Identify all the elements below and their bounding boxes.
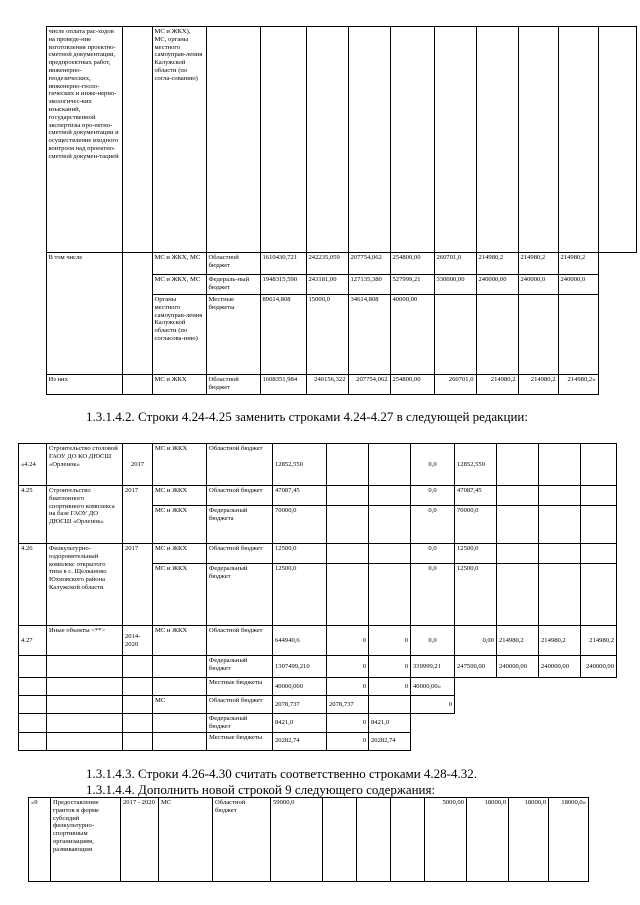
table-row <box>19 444 617 486</box>
cell-value: 127135,380 <box>348 275 390 295</box>
cell-value: 0 <box>369 656 411 678</box>
cell-value: 207754,062 <box>348 375 390 395</box>
cell-value: 214980,2 <box>476 253 518 275</box>
row-number: «4.24 <box>19 444 47 486</box>
cell-value: 0,0 <box>411 486 455 506</box>
budget-table-row-9 <box>28 797 617 882</box>
cell-value: 1608351,984 <box>260 375 306 395</box>
cell-source: Областной бюджет <box>207 486 273 506</box>
cell-exec: МС и ЖКХ, МС <box>152 253 206 275</box>
row-number: 4.26 <box>19 544 47 626</box>
row-name: Иные объекты <**> <box>47 626 123 656</box>
cell-exec: МС и ЖКХ <box>153 626 207 656</box>
cell-value: 0 <box>327 626 369 656</box>
cell-value: 644940,6 <box>273 626 327 656</box>
budget-table-objects <box>18 443 617 751</box>
row-label: В том числе <box>46 253 122 375</box>
cell-value: 214980,2» <box>558 375 598 395</box>
table-row <box>19 678 617 696</box>
cell-value: 214980,2 <box>476 375 518 395</box>
row-description: числе оплата рас-ходов на проведе-ние изготовления проектно-сметной документации, предпроектных работ, инженерно-геодезических, инженерно-геоло-гических и инже-нерно-экологичес-ких изысканий, государственной экспертизы про-ектно-сметной документации и осуществление входного контроля над проектно-сметной докумен-тацией <box>46 27 122 253</box>
cell-value: 214980,2 <box>558 253 598 275</box>
table-row <box>19 656 617 678</box>
budget-table-top <box>18 26 637 395</box>
paragraph-1-3-1-4-2: 1.3.1.4.2. Строки 4.24-4.25 заменить строками 4.24-4.27 в следующей редакции: <box>86 409 528 424</box>
cell-exec: МС и ЖКХ <box>153 506 207 544</box>
cell-exec <box>153 714 207 733</box>
cell-value: 214980,2 <box>581 626 617 656</box>
cell-value: 18000,0 <box>467 798 509 882</box>
cell-value: 240156,322 <box>306 375 348 395</box>
row-name: Предоставление грантов в форме субсидий физкультурно-спортивным организациям, развивающим <box>51 798 121 882</box>
cell-value: 0 <box>327 732 369 750</box>
cell-exec: МС и ЖКХ, МС <box>152 275 206 295</box>
cell-value: 240000,00 <box>497 656 539 678</box>
cell-value: 5000,00 <box>425 798 467 882</box>
cell-value: 240000,00 <box>581 656 617 678</box>
cell-value: 40000,00» <box>411 678 455 696</box>
cell-value: 339999,21 <box>411 656 455 678</box>
cell-value: 214980,2 <box>497 626 539 656</box>
cell-total: 12852,550 <box>273 444 327 486</box>
cell-source: Областной бюджет <box>206 375 260 395</box>
cell-exec <box>153 732 207 750</box>
cell-total: 12500,0 <box>273 564 327 626</box>
table-row <box>19 544 617 564</box>
cell-exec: МС и ЖКХ <box>153 544 207 564</box>
row-number: «9 <box>29 798 51 882</box>
cell-value: 214980,2 <box>518 375 558 395</box>
table-row <box>19 696 617 714</box>
cell-value: 330000,00 <box>434 275 476 295</box>
cell-value: 2078,737 <box>273 696 327 714</box>
cell-value: 2078,737 <box>327 696 369 714</box>
cell-total: 59000,0 <box>271 798 323 882</box>
cell-value: 1307499,210 <box>273 656 327 678</box>
row-year: 2014-2020 <box>123 626 153 656</box>
table-row <box>18 253 636 275</box>
cell-value: 70000,0 <box>455 506 497 544</box>
cell-value: 242235,059 <box>306 253 348 275</box>
row-year: 2017 <box>123 544 153 626</box>
cell-value: 0,0 <box>411 626 455 656</box>
cell-exec: МС <box>153 696 207 714</box>
cell-value: 0 <box>327 714 369 733</box>
cell-value: 40000,00 <box>390 295 434 375</box>
cell-exec: МС и ЖКХ <box>153 444 207 486</box>
cell-value: 240000,00 <box>476 275 518 295</box>
row-number: 4.27 <box>19 626 47 656</box>
cell-exec: МС и ЖКХ <box>153 486 207 506</box>
cell-source: Областной бюджет <box>207 626 273 656</box>
cell-value: 254800,00 <box>390 375 434 395</box>
cell-exec: МС и ЖКХ <box>153 564 207 626</box>
table-row <box>19 486 617 506</box>
cell-value: 0 <box>369 626 411 656</box>
cell-value: 0,0 <box>411 506 455 544</box>
cell-value: 34614,808 <box>348 295 390 375</box>
cell-source: Областной бюджет <box>206 253 260 275</box>
cell-source: Областной бюджет <box>207 696 273 714</box>
cell-value: 260701,0 <box>434 375 476 395</box>
cell-value: 1610430,721 <box>260 253 306 275</box>
cell-value: 0,0 <box>411 564 455 626</box>
cell-value: 12500,0 <box>455 564 497 626</box>
table-row <box>19 714 617 733</box>
cell-exec: Органы местного самоуправ-ления Калужской области (по согласова-нию) <box>152 295 206 375</box>
cell-value: 8421,0 <box>369 714 411 733</box>
cell-value: 12500,0 <box>455 544 497 564</box>
cell-value: 1948315,590 <box>260 275 306 295</box>
cell-value: 0 <box>327 656 369 678</box>
cell-value: 243181,00 <box>306 275 348 295</box>
row-name: Строительство биатлонного спортивного комплекса на базе ГАОУ ДО ДЮСШ «Орленок» <box>47 486 123 544</box>
cell-total: 47087,45 <box>273 486 327 506</box>
cell-value: 0,0 <box>411 544 455 564</box>
row-name: Физкультурно-оздоровительный комплекс открытого типа в с. Щелканово Юхновского района Калужской области <box>47 544 123 626</box>
cell-value: 0,0 <box>411 444 455 486</box>
cell-value: 0,00 <box>455 626 497 656</box>
cell-value: 40000,000 <box>273 678 327 696</box>
cell-source: Федеральный бюджет <box>207 564 273 626</box>
cell-value: 260701,0 <box>434 253 476 275</box>
cell-value: 214980,2 <box>539 626 581 656</box>
cell-total: 12500,0 <box>273 544 327 564</box>
cell-value: 47087,45 <box>455 486 497 506</box>
row-executor: МС и ЖКХ), МС, органы местного самоуправ-ления Калужской области (по согла-сованию) <box>152 27 206 253</box>
cell-value: 527999,21 <box>390 275 434 295</box>
cell-source: Федераль-ный бюджет <box>206 275 260 295</box>
cell-value: 240000,0 <box>558 275 598 295</box>
cell-exec <box>153 678 207 696</box>
cell-value: 20282,74 <box>369 732 411 750</box>
cell-value: 247500,00 <box>455 656 497 678</box>
table-row <box>29 798 617 882</box>
paragraph-1-3-1-4-3: 1.3.1.4.3. Строки 4.26-4.30 считать соответственно строками 4.28-4.32. <box>86 766 477 781</box>
row-year: 2017 <box>123 486 153 544</box>
cell-exec: МС <box>159 798 213 882</box>
cell-source: Федеральный бюджет <box>207 714 273 733</box>
cell-source: Федеральный бюджета <box>207 506 273 544</box>
cell-value: 214980,2 <box>518 253 558 275</box>
cell-source: Федеральный бюджет <box>207 656 273 678</box>
row-name: Строительство столовой ГАОУ ДО КО ДЮСШ «Орленок» <box>47 444 123 486</box>
cell-value: 0 <box>411 696 455 714</box>
cell-value: 254800,00 <box>390 253 434 275</box>
cell-total: 70000,0 <box>273 506 327 544</box>
row-year: 2017 <box>123 444 153 486</box>
row-year: 2017 - 2020 <box>121 798 159 882</box>
cell-source: Областной бюджет <box>207 544 273 564</box>
cell-value: 0 <box>369 678 411 696</box>
table-row <box>18 27 636 253</box>
row-number: 4.25 <box>19 486 47 544</box>
table-row <box>18 375 636 395</box>
cell-value: 18000,0 <box>509 798 549 882</box>
cell-source: Местные бюджеты <box>206 295 260 375</box>
cell-source: Местные бюджеты <box>207 678 273 696</box>
paragraph-1-3-1-4-4: 1.3.1.4.4. Дополнить новой строкой 9 следующего содержания: <box>86 782 436 797</box>
cell-value: 18000,0» <box>549 798 589 882</box>
cell-value: 12852,550 <box>455 444 497 486</box>
cell-value: 207754,062 <box>348 253 390 275</box>
cell-source: Областной бюджет <box>207 444 273 486</box>
cell-value: 240000,00 <box>539 656 581 678</box>
cell-source: Областной бюджет <box>213 798 271 882</box>
table-row <box>19 626 617 656</box>
cell-value: 89614,808 <box>260 295 306 375</box>
table-row <box>19 732 617 750</box>
cell-value: 20282,74 <box>273 732 327 750</box>
cell-exec <box>153 656 207 678</box>
cell-value: 240000,0 <box>518 275 558 295</box>
row-label: Из них <box>46 375 122 395</box>
cell-value: 15000,0 <box>306 295 348 375</box>
cell-value: 8421,0 <box>273 714 327 733</box>
cell-exec: МС и ЖКХ <box>152 375 206 395</box>
cell-value: 0 <box>327 678 369 696</box>
cell-source: Местные бюджеты <box>207 732 273 750</box>
